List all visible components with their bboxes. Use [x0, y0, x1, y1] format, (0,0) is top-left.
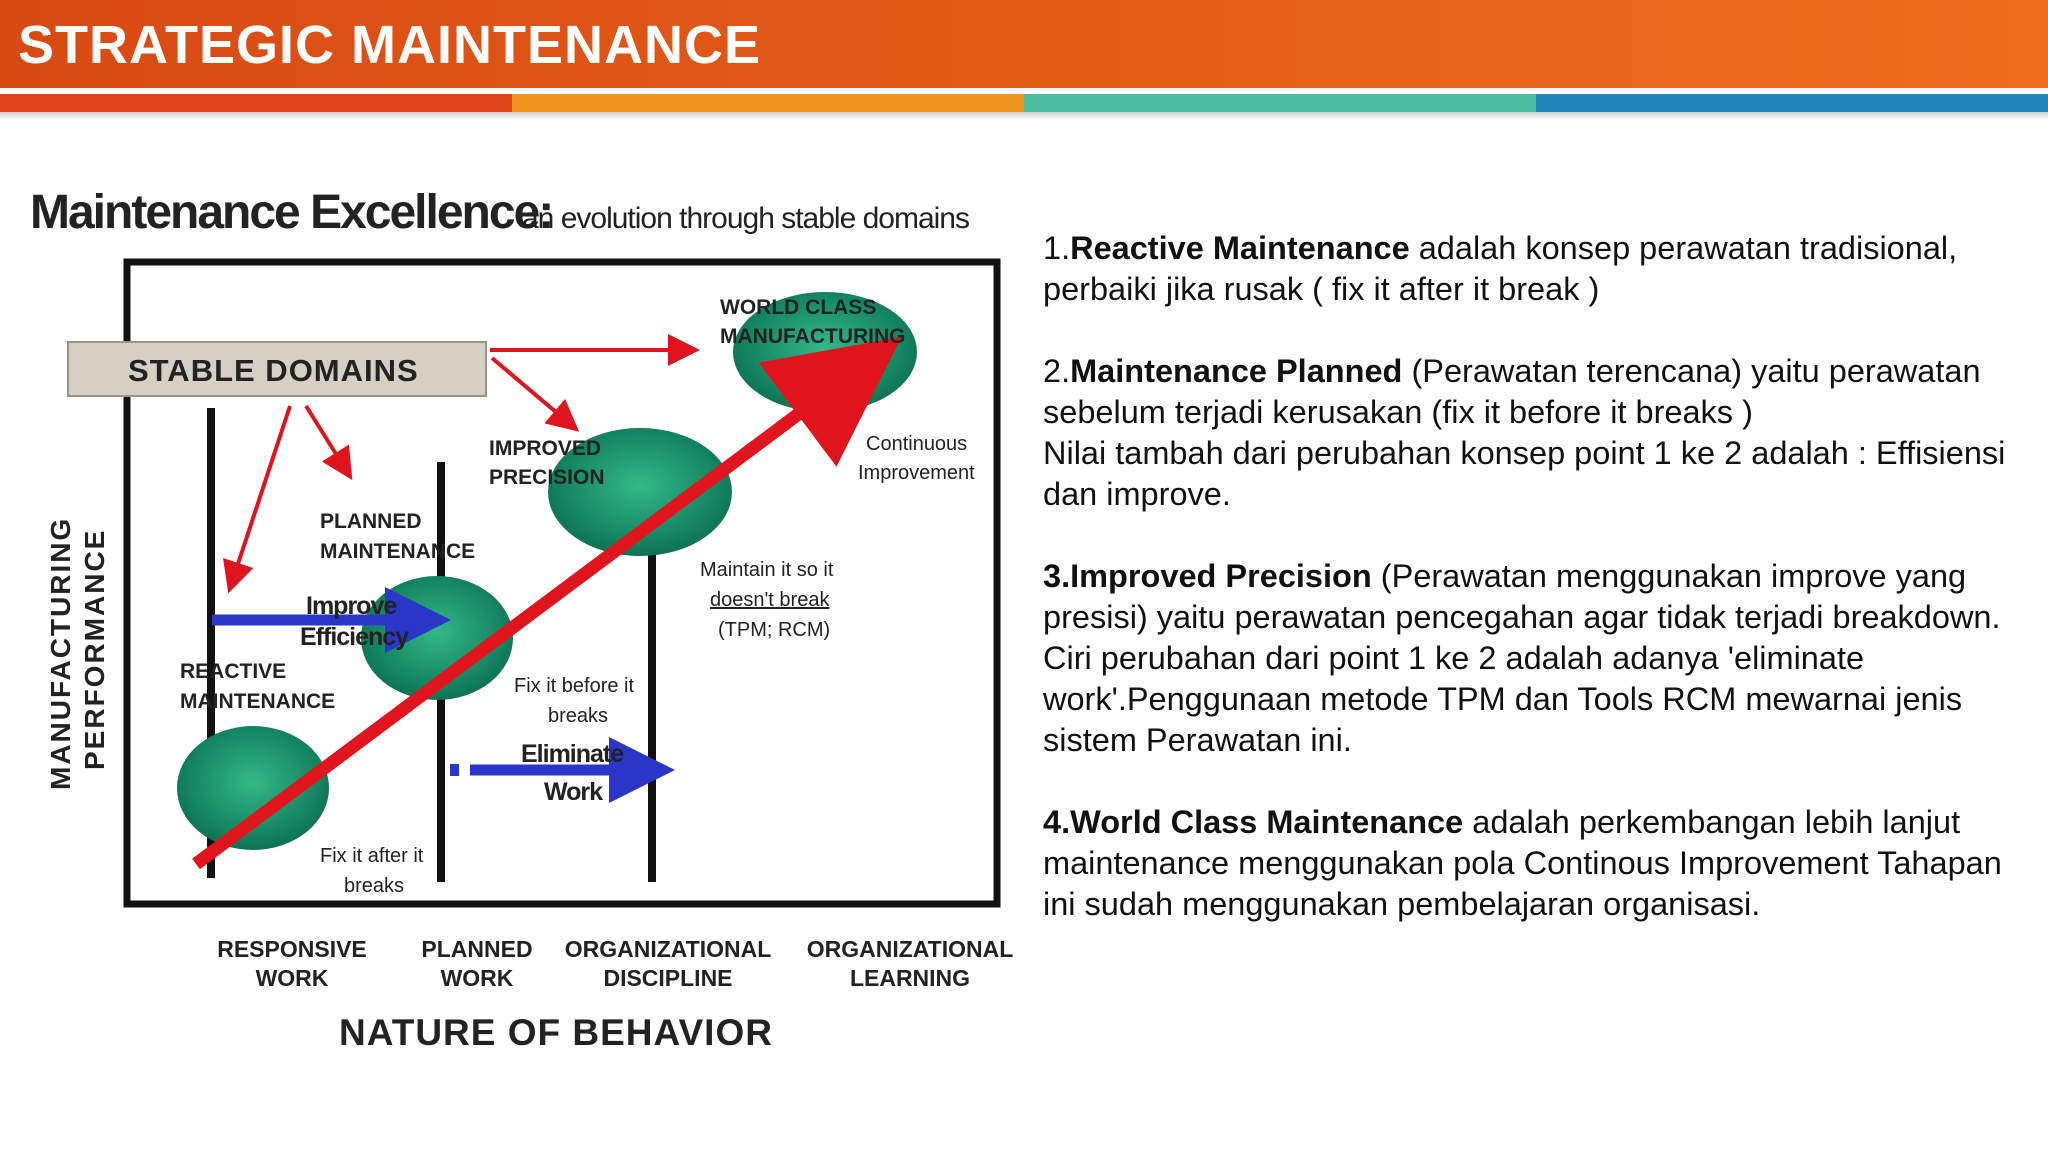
fix-before-note-1: Fix it before it: [514, 675, 635, 697]
x-category-3-line2: DISCIPLINE: [603, 965, 733, 991]
maintain-note-3: (TPM; RCM): [718, 619, 831, 641]
work-label: Work: [544, 778, 603, 806]
point-4: [1043, 802, 2023, 925]
world-class-label-1: WORLD CLASS: [720, 296, 877, 319]
point-4-title: 4.World Class Maintenance: [1043, 804, 1464, 840]
header-bar: [0, 0, 2048, 88]
point-2-prefix: 2.: [1043, 353, 1071, 389]
y-axis-label-1: MANUFACTURING: [45, 516, 76, 790]
point-1-title: Reactive Maintenance: [1070, 230, 1410, 266]
point-1-text: adalah konsep perawatan tradisional, perbaiki jika rusak ( fix it after it break ): [1043, 230, 1958, 307]
improved-label-2: PRECISION: [489, 466, 605, 489]
efficiency-label: Efficiency: [300, 623, 409, 651]
x-category-1-line2: WORK: [255, 965, 329, 991]
point-3-title: 3.Improved Precision: [1043, 558, 1372, 594]
world-class-label-2: MANUFACTURING: [720, 325, 906, 348]
point-3: [1043, 556, 2023, 761]
x-axis-title: NATURE OF BEHAVIOR: [339, 1012, 773, 1053]
x-category-2-line2: WORK: [440, 965, 514, 991]
explanation-panel: [1043, 228, 2023, 966]
stripe-segment-2: [512, 94, 1024, 112]
stripe-segment-4: [1536, 94, 2048, 112]
x-category-2-line1: PLANNED: [421, 936, 533, 962]
improved-label-1: IMPROVED: [489, 437, 602, 460]
y-axis-label: [45, 517, 110, 790]
point-2: [1043, 351, 2023, 515]
x-category-4-line2: LEARNING: [849, 965, 971, 991]
reactive-label-2: MAINTENANCE: [180, 690, 336, 713]
x-category-1-line1: RESPONSIVE: [217, 936, 367, 962]
point-2-title: Maintenance Planned: [1070, 353, 1403, 389]
point-1: [1043, 228, 2023, 310]
page-title: STRATEGIC MAINTENANCE: [18, 15, 761, 75]
planned-label-2: MAINTENANCE: [320, 540, 476, 563]
point-4-text: adalah perkembangan lebih lanjut maintenance menggunakan pola Continous Improvement Tahapan ini sudah menggunakan pembelajaran organisasi.: [1043, 804, 2002, 922]
fix-after-note-1: Fix it after it: [320, 845, 424, 867]
stripe-segment-1: [0, 94, 512, 112]
continuous-note-2: Improvement: [858, 462, 975, 484]
x-category-4-line1: ORGANIZATIONAL: [806, 936, 1014, 962]
maintain-note-2: doesn't break: [710, 589, 830, 611]
maintenance-excellence-diagram: [0, 170, 1030, 1070]
point-3-text: (Perawatan menggunakan improve yang presisi) yaitu perawatan pencegahan agar tidak terjadi breakdown. Ciri perubahan dari point 1 ke 2 adalah adanya 'eliminate work'.Penggunaan metode TPM dan Tools RCM mewarnai jenis sistem Perawatan ini.: [1043, 558, 2001, 758]
stripe-shadow: [0, 112, 2048, 120]
stable-domains-label: STABLE DOMAINS: [128, 353, 419, 388]
planned-label-1: PLANNED: [320, 510, 422, 533]
stripe-segment-3: [1024, 94, 1536, 112]
diagram-canvas: [0, 170, 1030, 1070]
point-2-extra: Nilai tambah dari perubahan konsep point 1 ke 2 adalah : Effisiensi dan improve.: [1043, 435, 2006, 512]
continuous-note-1: Continuous: [866, 433, 968, 455]
improve-label: Improve: [306, 592, 397, 620]
diagram-title: Maintenance Excellence:: [30, 186, 553, 239]
y-axis-label-2: PERFORMANCE: [79, 528, 110, 770]
reactive-label-1: REACTIVE: [180, 660, 287, 683]
fix-after-note-2: breaks: [344, 875, 405, 897]
diagram-subtitle: an evolution through stable domains: [522, 202, 969, 235]
blue-arrow-eliminate-tail: [450, 764, 459, 776]
maintain-note-1: Maintain it so it: [700, 559, 834, 581]
point-2-text: (Perawatan terencana) yaitu perawatan sebelum terjadi kerusakan (fix it before it breaks ): [1043, 353, 1981, 430]
x-category-3-line1: ORGANIZATIONAL: [564, 936, 772, 962]
fix-before-note-2: breaks: [548, 705, 609, 727]
point-1-prefix: 1.: [1043, 230, 1071, 266]
eliminate-label: Eliminate: [521, 740, 624, 768]
